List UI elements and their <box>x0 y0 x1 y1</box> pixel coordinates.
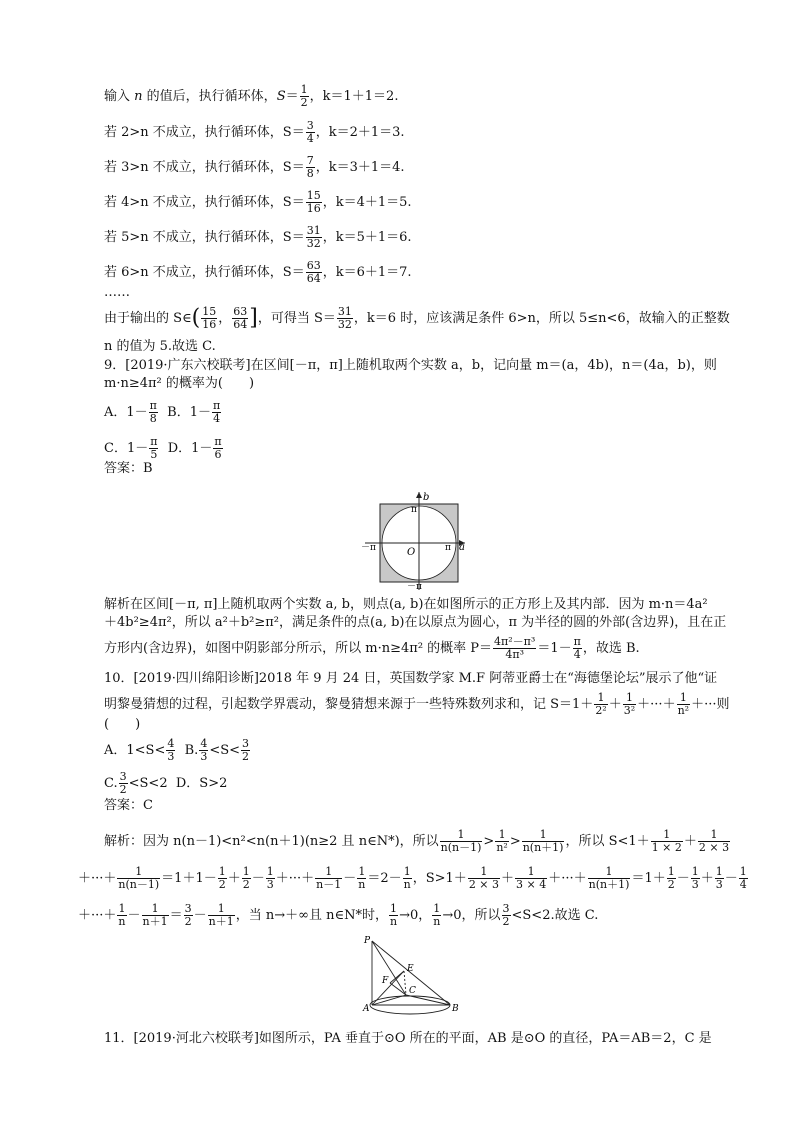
fig-label-pi-top: π <box>411 505 417 515</box>
fig-label-negpi-left: －π <box>361 543 376 553</box>
q10-options-ab: A．1<S< $\frac{4}{3}$ B. $\frac{4}{3}$ <S< $\frac{3}{2}$ <box>104 737 250 763</box>
fig-label-P: P <box>364 936 371 946</box>
loop-line-2: 若 2>n 不成立，执行循环体，S＝ $\frac{3}{4}$ ，k＝2＋1＝3. <box>104 119 405 145</box>
fig-label-A: A <box>363 1004 370 1014</box>
loop-conclusion-2: n 的值为 5.故选 C. <box>104 339 216 354</box>
q10-answer: 答案：C <box>104 798 153 813</box>
q10-sol-3: ＋···＋ $\frac{1}{n}$ － $\frac{1}{n+1}$ ＝ $\frac{3}{2}$ － $\frac{1}{n+1}$ ，当 n→＋∞且 n∈N*时， $\frac{1}{n}$ →0， $\frac{1}{n}$ →0，所以 $\frac{3}{2}$ <S<2.故选 C. <box>78 902 599 928</box>
q11-stem-1: 11．[2019·河北六校联考]如图所示，PA 垂直于⊙O 所在的平面，AB 是⊙O 的直径，PA＝AB＝2，C 是 <box>104 1031 712 1046</box>
q10-stem-1: 10．[2019·四川绵阳诊断]2018 年 9 月 24 日，英国数学家 M.F 阿蒂亚爵士在“海德堡论坛”展示了他“证 <box>104 671 718 686</box>
q10-sol-1: 解析：因为 n(n－1)<n²<n(n＋1)(n≥2 且 n∈N*)，所以 $\frac{1}{n(n-1)}$ > $\frac{1}{\text{n²}}$ > $\frac{1}{n(n+1)}$ ，所以 S<1＋ $\frac{1}{1 \times 2}$ ＋ $\frac{1}{2 \times 3}$ <box>104 828 730 854</box>
q9-answer: 答案：B <box>104 461 153 476</box>
q9-stem-1: 9．[2019·广东六校联考]在区间[－π，π]上随机取两个实数 a，b，记向量 m＝(a，4b)，n＝(4a，b)，则 <box>104 358 717 373</box>
q10-options-cd: C. $\frac{3}{2}$ <S<2 D．S>2 <box>104 770 228 796</box>
fig-label-negpi-bottom: －π <box>407 582 422 592</box>
loop-conclusion: 由于输出的 S∈( $\frac{15}{16}$ ， $\frac{63}{64}$ ]，可得当 S＝ $\frac{31}{32}$ ，k＝6 时，应该满足条件 6>n，所以 5≤n<6，故输入的正整数 <box>104 305 730 331</box>
fig-label-pi-right: π <box>445 543 451 553</box>
fig-label-F: F <box>382 976 389 986</box>
loop-line-5: 若 5>n 不成立，执行循环体，S＝ $\frac{31}{32}$ ，k＝5＋1＝6. <box>104 224 412 250</box>
loop-line-6: 若 6>n 不成立，执行循环体，S＝ $\frac{63}{64}$ ，k＝6＋1＝7. <box>104 259 412 285</box>
q9-options-cd: C．1－ $\frac{\pi}{5}$ D．1－ $\frac{\pi}{6}$ <box>104 435 222 461</box>
loop-line-1: 输入 n 的值后，执行循环体，S＝ $\frac{1}{2}$ ，k＝1＋1＝2. <box>104 83 399 109</box>
q9-sol-2: ＋4b²≥4π²，所以 a²＋b²≥π²，满足条件的点(a, b)在以原点为圆心，π 为半径的圆的外部(含边界)，且在正 <box>104 615 727 630</box>
loop-ellipsis: …… <box>104 285 130 300</box>
q11-figure <box>360 933 470 1023</box>
fig-label-b: b <box>423 492 430 503</box>
fig-label-B: B <box>452 1004 459 1014</box>
fig-label-a: a <box>459 542 465 553</box>
loop-line-4: 若 4>n 不成立，执行循环体，S＝ $\frac{15}{16}$ ，k＝4＋1＝5. <box>104 189 412 215</box>
q9-sol-3: 方形内(含边界)，如图中阴影部分所示，所以 m·n≥4π² 的概率 P＝ $\frac{\text{4π²－π³}}{\text{4π³}}$ ＝1－ $\frac{\pi}{4}$ ，故选 B. <box>104 635 640 661</box>
q9-stem-2: m·n≥4π² 的概率为( ) <box>104 376 255 391</box>
fig-label-origin: O <box>407 547 416 558</box>
fig-label-E: E <box>407 964 414 974</box>
loop-line-3: 若 3>n 不成立，执行循环体，S＝ $\frac{7}{8}$ ，k＝3＋1＝4. <box>104 154 405 180</box>
q10-sol-2: ＋···＋ $\frac{1}{n(n-1)}$ ＝1＋1－ $\frac{1}{2}$ ＋ $\frac{1}{2}$ － $\frac{1}{3}$ ＋···＋ $\frac{1}{n-1}$ － $\frac{1}{n}$ ＝2－ $\frac{1}{n}$ ，S>1＋ $\frac{1}{2 \times 3}$ ＋ $\frac{1}{3 \times 4}$ ＋···＋ $\frac{1}{n(n+1)}$ ＝1＋ $\frac{1}{2}$ － $\frac{1}{3}$ ＋ $\frac{1}{3}$ － $\frac{1}{4}$ <box>78 865 747 891</box>
q9-sol-1: 解析在区间[－π, π]上随机取两个实数 a, b，则点(a, b)在如图所示的正方形上及其内部．因为 m·n＝4a² <box>104 597 708 612</box>
q10-stem-3: ( ) <box>104 717 141 732</box>
q9-figure <box>355 488 470 593</box>
q10-stem-2: 明黎曼猜想的过程，引起数学界震动，黎曼猜想来源于一些特殊数列求和，记 S＝1＋ $\frac{1}{\text{2²}}$ ＋ $\frac{1}{\text{3²}}$ ＋···＋ $\frac{1}{\text{n²}}$ ＋···则 <box>104 691 730 717</box>
fig-label-C: C <box>409 986 416 996</box>
q9-options-ab: A．1－ $\frac{\pi}{8}$ B．1－ $\frac{\pi}{4}$ <box>104 399 221 425</box>
